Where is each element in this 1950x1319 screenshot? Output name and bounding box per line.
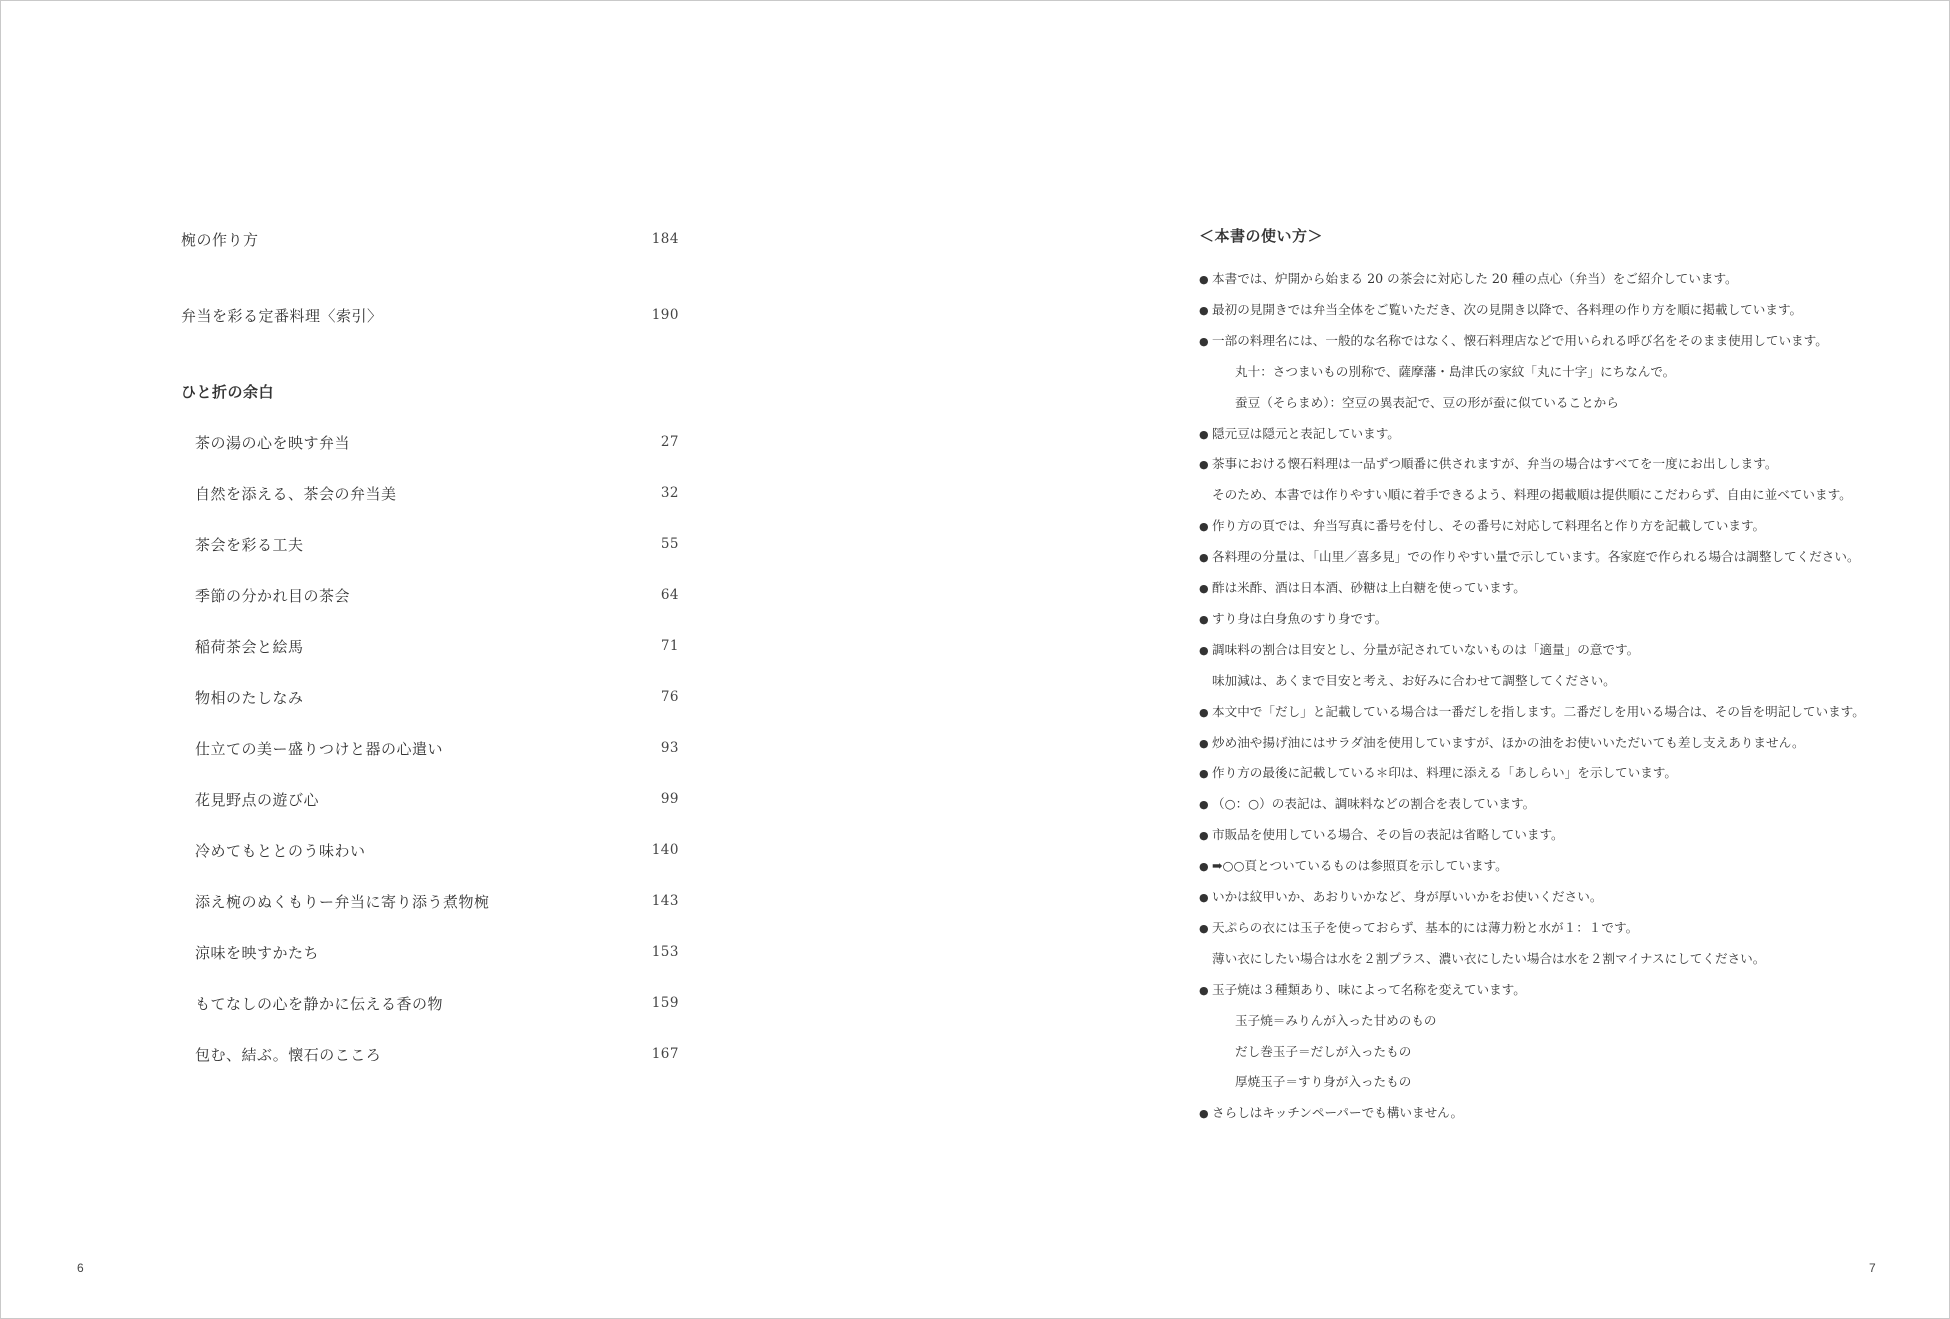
- bullet-icon: ●: [1199, 273, 1209, 286]
- usage-note-line: [1235, 1010, 1437, 1032]
- bullet-icon: ●: [1199, 551, 1209, 565]
- toc-entry: [195, 530, 679, 558]
- usage-note-text: すり身は白身魚のすり身です。: [1212, 610, 1388, 626]
- usage-bullet-item: [1199, 917, 1638, 939]
- toc-entry-page: 93: [660, 740, 679, 756]
- bullet-icon: ●: [1199, 1107, 1209, 1121]
- usage-note-text: 市販品を使用している場合、その旨の表記は省略しています。: [1212, 827, 1564, 843]
- usage-bullet-item: [1199, 793, 1535, 815]
- usage-note-text: 一部の料理名には、一般的な名称ではなく、懐石料理店などで用いられる呼び名をそのまま使用しています。: [1212, 332, 1828, 348]
- usage-note-text: さらしはキッチンペーパーでも構いません。: [1212, 1105, 1464, 1121]
- bullet-icon: ●: [1199, 921, 1209, 935]
- toc-entry-page: 143: [651, 893, 679, 909]
- usage-bullet-item: [1199, 268, 1738, 290]
- toc-entry: [195, 785, 679, 813]
- usage-note-text: 味加減は、あくまで目安と考え、お好みに合わせて調整してください。: [1212, 672, 1616, 688]
- toc-entry-title: 茶の湯の心を映す弁当: [195, 433, 351, 452]
- bullet-icon: ●: [1199, 582, 1209, 595]
- toc-entry: [195, 887, 679, 915]
- page-number-left: 6: [77, 1261, 84, 1275]
- toc-entry-page: 190: [651, 307, 679, 323]
- toc-entry: [181, 301, 679, 329]
- usage-bullet-item: [1199, 855, 1508, 877]
- usage-bullet-item: [1199, 979, 1526, 1001]
- usage-bullet-item: [1199, 423, 1400, 445]
- toc-entry-title: 添え椀のぬくもりー弁当に寄り添う煮物椀: [195, 892, 490, 911]
- toc-entry: [195, 632, 679, 660]
- bullet-icon: ●: [1199, 829, 1209, 843]
- usage-note-line: [1212, 948, 1765, 970]
- toc-entry-title: 季節の分かれ目の茶会: [195, 586, 351, 605]
- usage-note-text: 本書では、炉開から始まる 20 の茶会に対応した 20 種の点心（弁当）をご紹介しています。: [1212, 271, 1738, 286]
- bullet-icon: ●: [1199, 334, 1209, 348]
- usage-bullet-item: [1199, 1102, 1463, 1124]
- toc-entry-title: 自然を添える、茶会の弁当美: [195, 484, 397, 503]
- bullet-icon: ●: [1199, 891, 1209, 904]
- toc-entry: [195, 1040, 679, 1068]
- usage-note-text: 天ぷらの衣には玉子を使っておらず、基本的には薄力粉と水が１：１です。: [1212, 919, 1639, 935]
- toc-section-heading: ひと折の余白: [181, 383, 275, 401]
- toc-entry-page: 140: [651, 842, 679, 858]
- usage-bullet-item: [1199, 732, 1805, 754]
- toc-entry-title: 仕立ての美ー盛りつけと器の心遣い: [195, 739, 444, 758]
- toc-entry: [195, 989, 679, 1017]
- usage-note-text: 厚焼玉子＝すり身が入ったもの: [1235, 1074, 1412, 1090]
- usage-note-text: ➡○○頁とついているものは参照頁を示しています。: [1212, 858, 1508, 874]
- toc-entry: [195, 734, 679, 762]
- usage-note-text: そのため、本書では作りやすい順に着手できるよう、料理の掲載順は提供順にこだわらず、自由に並べています。: [1212, 487, 1852, 503]
- usage-note-text: 茶事における懐石料理は一品ずつ順番に供されますが、弁当の場合はすべてを一度にお出しします。: [1212, 456, 1778, 472]
- toc-entry: [195, 836, 679, 864]
- usage-bullet-item: [1199, 299, 1802, 321]
- bullet-icon: ●: [1199, 458, 1209, 472]
- bullet-icon: ●: [1199, 303, 1209, 317]
- usage-title: ＜本書の使い方＞: [1199, 227, 1324, 245]
- usage-note-text: 炒め油や揚げ油にはサラダ油を使用していますが、ほかの油をお使いいただいても差し支えありません。: [1212, 734, 1805, 750]
- bullet-icon: ●: [1199, 520, 1209, 534]
- usage-bullet-item: [1199, 824, 1564, 846]
- usage-note-text: 隠元豆は隠元と表記しています。: [1212, 425, 1400, 441]
- page-number-right: 7: [1869, 1261, 1876, 1275]
- toc-entry: [195, 683, 679, 711]
- toc-entry-title: 茶会を彩る工夫: [195, 535, 304, 554]
- toc-entry-title: 椀の作り方: [181, 230, 259, 249]
- usage-note-line: [1235, 1041, 1411, 1063]
- usage-note-text: いかは紋甲いか、あおりいかなど、身が厚いいかをお使いください。: [1212, 889, 1603, 904]
- toc-entry-page: 167: [651, 1046, 679, 1062]
- usage-bullet-item: [1199, 453, 1777, 475]
- usage-note-line: [1212, 670, 1616, 692]
- usage-note-text: 作り方の頁では、弁当写真に番号を付し、その番号に対応して料理名と作り方を記載しています。: [1212, 518, 1766, 534]
- usage-note-text: 玉子焼＝みりんが入った甘めのもの: [1235, 1012, 1437, 1028]
- usage-bullet-item: [1199, 886, 1602, 908]
- usage-note-text: 本文中で「だし」と記載している場合は一番だしを指します。二番だしを用いる場合は、その旨を明記しています。: [1212, 703, 1865, 719]
- toc-entry: [195, 479, 679, 507]
- toc-entry-title: 物相のたしなみ: [195, 688, 304, 707]
- usage-note-text: だし巻玉子＝だしが入ったもの: [1235, 1043, 1412, 1059]
- toc-entry: [195, 938, 679, 966]
- toc-entry-page: 32: [660, 485, 679, 501]
- usage-bullet-item: [1199, 608, 1387, 630]
- usage-bullet-item: [1199, 701, 1865, 723]
- toc-entry-page: 153: [651, 944, 679, 960]
- toc-entry-title: 弁当を彩る定番料理〈索引〉: [181, 306, 383, 325]
- toc-entry-page: 76: [660, 689, 679, 705]
- toc-entry-page: 55: [660, 536, 679, 552]
- usage-note-text: 蚕豆（そらまめ）：空豆の異表記で、豆の形が蚕に似ていることから: [1235, 394, 1619, 410]
- bullet-icon: ●: [1199, 427, 1209, 441]
- toc-entry-page: 71: [660, 638, 679, 654]
- usage-note-line: [1212, 484, 1852, 506]
- bullet-icon: ●: [1199, 705, 1209, 719]
- toc-entry-page: 159: [651, 995, 679, 1011]
- bullet-icon: ●: [1199, 767, 1209, 781]
- usage-bullet-item: [1199, 639, 1639, 661]
- usage-note-text: 作り方の最後に記載している＊印は、料理に添える「あしらい」を示しています。: [1212, 765, 1677, 781]
- toc-entry-title: もてなしの心を静かに伝える香の物: [195, 994, 444, 1013]
- usage-note-text: 玉子焼は３種類あり、味によって名称を変えています。: [1212, 981, 1526, 997]
- usage-bullet-item: [1199, 546, 1860, 568]
- toc-entry-page: 27: [660, 434, 679, 450]
- usage-note-text: 各料理の分量は、「山里／喜多見」での作りやすい量で示しています。各家庭で作られる場合は調整してください。: [1212, 549, 1860, 565]
- toc-entry: [195, 581, 679, 609]
- toc-entry-title: 稲荷茶会と絵馬: [195, 637, 304, 656]
- usage-note-line: [1235, 361, 1675, 383]
- bullet-icon: ●: [1199, 736, 1209, 750]
- usage-bullet-item: [1199, 515, 1765, 537]
- toc-entry-page: 99: [660, 791, 679, 807]
- usage-note-text: 薄い衣にしたい場合は水を２割プラス、濃い衣にしたい場合は水を２割マイナスにしてください。: [1212, 950, 1766, 966]
- usage-note-text: 最初の見開きでは弁当全体をご覧いただき、次の見開き以降で、各料理の作り方を順に掲載しています。: [1212, 301, 1803, 317]
- usage-note-text: 酢は米酢、酒は日本酒、砂糖は上白糖を使っています。: [1212, 580, 1526, 595]
- usage-note-line: [1235, 1071, 1411, 1093]
- bullet-icon: ●: [1199, 643, 1209, 657]
- toc-entry-title: 冷めてもととのう味わい: [195, 841, 366, 860]
- toc-entry-title: 包む、結ぶ。懐石のこころ: [195, 1045, 382, 1064]
- bullet-icon: ●: [1199, 860, 1209, 874]
- usage-note-line: [1235, 392, 1619, 414]
- usage-note-text: 丸十：さつまいもの別称で、薩摩藩・島津氏の家紋「丸に十字」にちなんで。: [1235, 363, 1676, 379]
- toc-entry-title: 涼味を映すかたち: [195, 943, 320, 962]
- usage-bullet-item: [1199, 330, 1828, 352]
- toc-entry-title: 花見野点の遊び心: [195, 790, 320, 809]
- toc-entry: [181, 225, 679, 253]
- usage-note-text: 調味料の割合は目安とし、分量が記されていないものは「適量」の意です。: [1212, 641, 1640, 657]
- bullet-icon: ●: [1199, 983, 1209, 997]
- usage-note-text: （○：○）の表記は、調味料などの割合を表しています。: [1212, 796, 1536, 812]
- toc-entry-page: 64: [660, 587, 679, 603]
- usage-bullet-item: [1199, 762, 1677, 784]
- usage-bullet-item: [1199, 577, 1526, 599]
- bullet-icon: ●: [1199, 798, 1209, 812]
- toc-entry-page: 184: [651, 231, 679, 247]
- toc-entry: [195, 428, 679, 456]
- bullet-icon: ●: [1199, 612, 1209, 626]
